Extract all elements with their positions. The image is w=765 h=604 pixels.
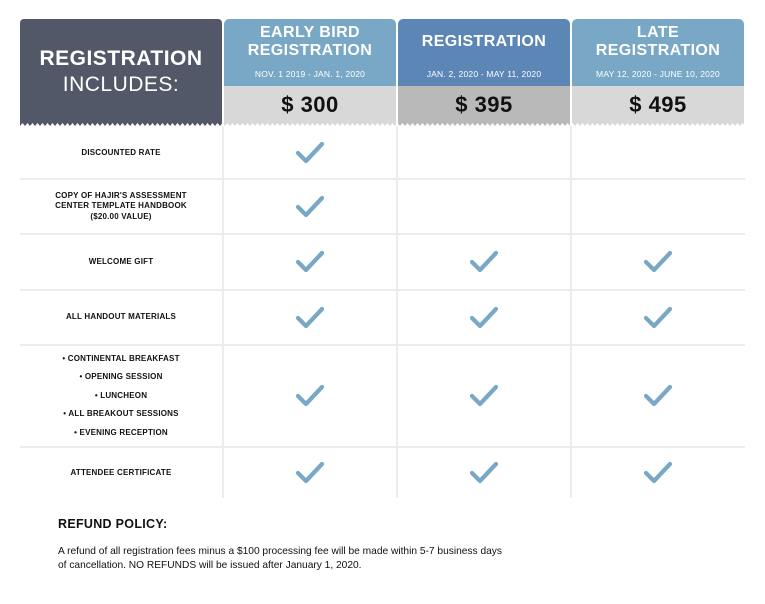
checkmark-icon	[295, 306, 325, 330]
cell-registration	[398, 346, 570, 446]
cell-late	[572, 128, 744, 178]
feature-label: ALL HANDOUT MATERIALS	[65, 312, 177, 322]
cell-early-bird	[224, 448, 396, 498]
refund-policy-text	[58, 545, 618, 573]
cell-early-bird	[224, 291, 396, 344]
refund-policy-line: A refund of all registration fees minus a $100 processing fee will be made within 5-7 business days	[58, 546, 502, 557]
refund-policy-title: REFUND POLICY:	[58, 517, 168, 531]
cell-early-bird	[224, 128, 396, 178]
tier-registration	[398, 19, 570, 126]
tier-name-line2: REGISTRATION	[595, 42, 721, 59]
feature-bullet: • CONTINENTAL BREAKFAST	[62, 353, 180, 363]
cell-early-bird	[224, 235, 396, 289]
refund-policy-line: of cancellation. NO REFUNDS will be issued after January 1, 2020.	[58, 560, 362, 571]
checkmark-icon	[643, 384, 673, 408]
feature-row-discounted-rate	[20, 128, 745, 178]
cell-early-bird	[224, 180, 396, 233]
feature-label: ATTENDEE CERTIFICATE	[70, 467, 172, 477]
checkmark-icon	[295, 384, 325, 408]
tier-early-bird	[224, 19, 396, 126]
tier-name-line2: REGISTRATION	[247, 42, 373, 59]
feature-bullet: • OPENING SESSION	[79, 372, 163, 382]
tier-price: $ 495	[572, 86, 744, 126]
tier-name-line1: EARLY BIRD	[259, 24, 361, 41]
tier-name-line1: LATE	[636, 24, 680, 41]
cell-early-bird	[224, 346, 396, 446]
checkmark-icon	[643, 306, 673, 330]
checkmark-icon	[295, 461, 325, 485]
cell-registration	[398, 180, 570, 233]
tier-name-line1: REGISTRATION	[421, 33, 547, 50]
cell-late	[572, 180, 744, 233]
checkmark-icon	[469, 306, 499, 330]
cell-registration	[398, 235, 570, 289]
feature-row-handbook	[20, 180, 745, 233]
checkmark-icon	[643, 250, 673, 274]
includes-title-line1: REGISTRATION	[39, 47, 203, 70]
feature-bullet: • ALL BREAKOUT SESSIONS	[63, 409, 179, 419]
checkmark-icon	[295, 250, 325, 274]
cell-registration	[398, 128, 570, 178]
cell-registration	[398, 291, 570, 344]
cell-late	[572, 448, 744, 498]
cell-registration	[398, 448, 570, 498]
checkmark-icon	[469, 384, 499, 408]
includes-title-line2: INCLUDES:	[62, 73, 180, 96]
tier-dates: MAY 12, 2020 - JUNE 10, 2020	[596, 69, 720, 79]
tier-price: $ 395	[398, 86, 570, 126]
feature-row-sessions	[20, 346, 745, 446]
checkmark-icon	[469, 461, 499, 485]
feature-label-line: COPY OF HAJIR'S ASSESSMENT	[55, 190, 187, 200]
checkmark-icon	[469, 250, 499, 274]
tier-dates: JAN. 2, 2020 - MAY 11, 2020	[426, 69, 542, 79]
feature-label-line: ($20.00 VALUE)	[90, 211, 152, 221]
tier-dates: NOV. 1 2019 - JAN. 1, 2020	[254, 69, 366, 79]
checkmark-icon	[295, 141, 325, 165]
tier-late	[572, 19, 744, 126]
cell-late	[572, 291, 744, 344]
feature-bullet: • LUNCHEON	[94, 390, 148, 400]
checkmark-icon	[643, 461, 673, 485]
tier-price: $ 300	[224, 86, 396, 126]
feature-row-handout-materials	[20, 291, 745, 344]
checkmark-icon	[295, 195, 325, 219]
feature-row-welcome-gift	[20, 235, 745, 289]
feature-label-line: CENTER TEMPLATE HANDBOOK	[55, 201, 187, 211]
feature-label: DISCOUNTED RATE	[81, 147, 161, 157]
cell-late	[572, 235, 744, 289]
feature-row-certificate	[20, 448, 745, 498]
cell-late	[572, 346, 744, 446]
includes-header	[20, 19, 222, 126]
feature-label: WELCOME GIFT	[88, 256, 154, 266]
feature-bullet: • EVENING RECEPTION	[74, 427, 168, 437]
